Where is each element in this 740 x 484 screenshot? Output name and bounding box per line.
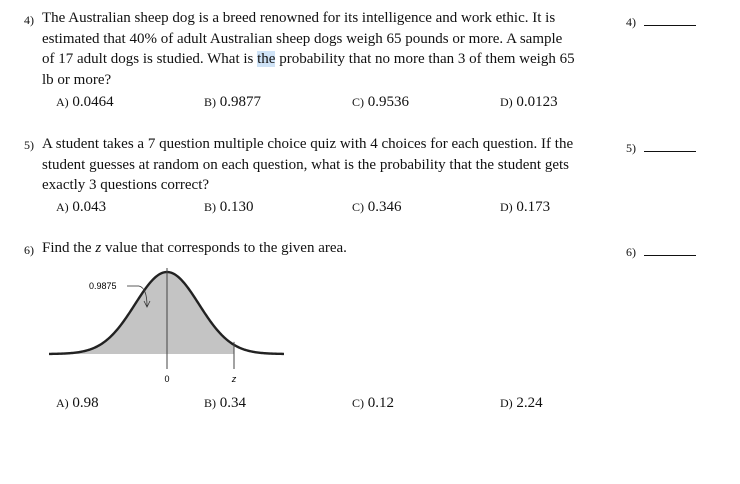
choice-value: 0.130 <box>219 199 254 215</box>
q4-choice-c <box>352 94 409 111</box>
choice-value: 2.24 <box>516 395 543 411</box>
choice-value: 0.34 <box>219 395 246 411</box>
mean-label: 0 <box>164 374 170 384</box>
q4-line-1: The Australian sheep dog is a breed renowned for its intelligence and work ethic. It is <box>42 10 556 26</box>
q4-number: 4) <box>24 13 34 27</box>
choice-value: 0.12 <box>367 395 394 411</box>
q6-number: 6) <box>24 243 34 257</box>
choice-letter: B) <box>204 396 216 410</box>
choice-value: 0.173 <box>516 199 551 215</box>
q6-choice-d <box>500 395 543 412</box>
selected-text[interactable]: the <box>257 51 276 67</box>
q6-text-after: value that corresponds to the given area. <box>101 240 347 256</box>
q4-line-3-start: of 17 adult dogs is studied. What is <box>42 51 258 67</box>
q6-text-before: Find the <box>42 240 96 256</box>
choice-value: 0.346 <box>367 199 402 215</box>
answer-line <box>644 244 696 256</box>
q5-text <box>42 134 573 196</box>
q6-answer-label: 6) <box>626 245 636 259</box>
choice-value: 0.98 <box>72 395 99 411</box>
q4-answer-blank[interactable] <box>626 14 696 30</box>
q5-answer-blank[interactable] <box>626 140 696 156</box>
choice-letter: C) <box>352 95 364 109</box>
normal-curve-figure <box>46 266 291 396</box>
shaded-area <box>49 272 234 354</box>
q4-line-3-rest: probability that no more than 3 of them weigh 65 <box>275 51 575 67</box>
answer-line <box>644 14 696 26</box>
q5-choice-d <box>500 199 550 216</box>
q4-answer-label: 4) <box>626 15 636 29</box>
q6-choice-b <box>204 395 246 412</box>
choice-letter: D) <box>500 200 513 214</box>
q4-line-4: lb or more? <box>42 71 112 88</box>
q6-choice-c <box>352 395 394 412</box>
q4-choice-d <box>500 94 558 111</box>
choice-letter: D) <box>500 95 513 109</box>
q4-line-2: estimated that 40% of adult Australian sheep dogs weigh 65 pounds or more. A sample <box>42 30 563 47</box>
choice-letter: C) <box>352 200 364 214</box>
choice-letter: A) <box>56 200 69 214</box>
q4-line-3 <box>42 49 575 70</box>
answer-line <box>644 140 696 152</box>
q5-line-2: student guesses at random on each question, what is the probability that the student gets <box>42 156 569 173</box>
q4-choice-b <box>204 94 261 111</box>
choice-value: 0.0464 <box>72 94 114 110</box>
choice-letter: A) <box>56 95 69 109</box>
q5-choice-a <box>56 199 106 216</box>
q5-line-3: exactly 3 questions correct? <box>42 177 210 193</box>
choice-value: 0.0123 <box>516 94 558 110</box>
choice-letter: D) <box>500 396 513 410</box>
area-label: 0.9875 <box>89 281 117 291</box>
choice-letter: B) <box>204 200 216 214</box>
choice-value: 0.9536 <box>367 94 409 110</box>
q6-text-var: z <box>95 240 102 256</box>
q4-text <box>42 8 575 90</box>
q5-line-1: A student takes a 7 question multiple choice quiz with 4 choices for each question. If the <box>42 136 574 152</box>
choice-value: 0.9877 <box>219 94 261 110</box>
q6-choice-a <box>56 395 99 412</box>
q6-text <box>42 238 347 259</box>
choice-value: 0.043 <box>72 199 107 215</box>
q5-choice-b <box>204 199 254 216</box>
q6-answer-blank[interactable] <box>626 244 696 260</box>
q4-choice-a <box>56 94 114 111</box>
q5-answer-label: 5) <box>626 141 636 155</box>
choice-letter: C) <box>352 396 364 410</box>
z-label: z <box>231 374 237 384</box>
q5-number: 5) <box>24 138 34 152</box>
choice-letter: B) <box>204 95 216 109</box>
choice-letter: A) <box>56 396 69 410</box>
q5-choice-c <box>352 199 402 216</box>
